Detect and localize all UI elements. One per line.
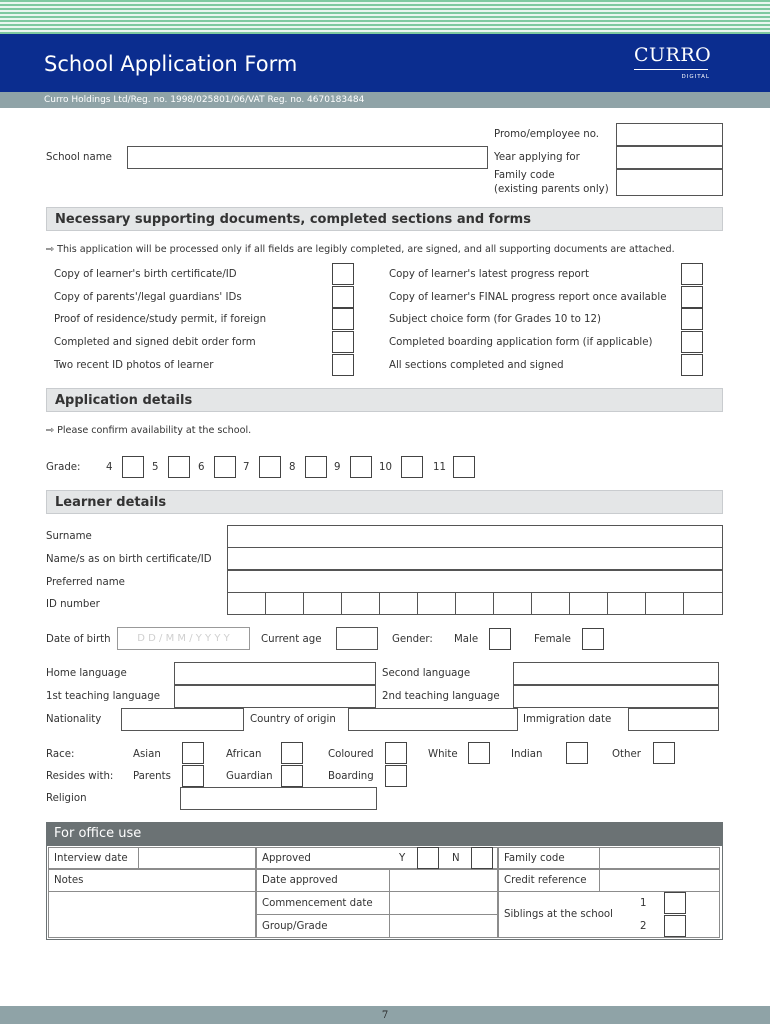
id-digit-cell[interactable] [684,593,722,614]
current-age-field[interactable] [336,627,378,650]
dob-field[interactable] [117,627,250,650]
date-approved-field[interactable] [389,869,498,892]
office-family-code-field[interactable] [599,847,720,869]
doc-left-5: Two recent ID photos of learner [54,360,214,371]
approved-no-checkbox[interactable] [471,847,493,869]
grade-10-checkbox[interactable] [401,456,423,478]
surname-label: Surname [46,531,92,542]
curro-logo [634,44,710,84]
resides-label: Resides with: [46,771,114,782]
names-field[interactable] [227,547,723,570]
page-number: 7 [381,1010,389,1021]
commencement-label: Commencement date [262,898,373,909]
promo-label: Promo/employee no. [494,129,600,140]
promo-field[interactable] [616,123,723,146]
race-white-label: White [428,749,458,760]
race-indian-checkbox[interactable] [566,742,588,764]
approved-yes-checkbox[interactable] [417,847,439,869]
male-label: Male [454,634,479,645]
religion-label: Religion [46,793,87,804]
male-checkbox[interactable] [489,628,511,650]
approved-label: Approved [262,853,311,864]
id-number-field[interactable] [227,592,723,615]
second-language-label: Second language [382,668,471,679]
documents-note: ⇨ This application will be processed only if all fields are legibly completed, are signed, and all supporting documents are attached. [46,244,675,255]
doc-left-checkbox[interactable] [332,354,354,376]
id-digit-cell[interactable] [266,593,304,614]
race-other-checkbox[interactable] [653,742,675,764]
female-checkbox[interactable] [582,628,604,650]
id-digit-cell[interactable] [304,593,342,614]
resides-guardian-label: Guardian [226,771,273,782]
logo-rule [634,69,708,70]
first-teaching-field[interactable] [174,685,376,708]
credit-reference-field[interactable] [599,869,720,892]
year-field[interactable] [616,146,723,169]
approved-no-label: N [452,853,460,864]
grade-7-label: 7 [243,462,250,473]
grade-11-label: 11 [433,462,446,473]
registration-text: Curro Holdings Ltd/Reg. no. 1998/025801/06/VAT Reg. no. 4670183484 [44,95,365,105]
country-origin-label: Country of origin [250,714,336,725]
grade-9-checkbox[interactable] [350,456,372,478]
doc-right-5: All sections completed and signed [389,360,564,371]
grade-5-label: 5 [152,462,159,473]
second-language-field[interactable] [513,662,719,685]
doc-right-checkbox[interactable] [681,354,703,376]
doc-right-4: Completed boarding application form (if applicable) [389,337,653,348]
race-african-label: African [226,749,262,760]
family-code-field[interactable] [616,169,723,196]
doc-left-2: Copy of parents'/legal guardians' IDs [54,292,242,303]
preferred-name-field[interactable] [227,570,723,593]
commencement-field[interactable] [389,891,498,915]
year-label: Year applying for [494,152,580,163]
notes-label: Notes [54,875,84,886]
id-digit-cell[interactable] [228,593,266,614]
race-coloured-checkbox[interactable] [385,742,407,764]
family-code-label: Family code [494,170,555,181]
grade-4-checkbox[interactable] [122,456,144,478]
siblings-label: Siblings at the school [504,909,613,920]
race-coloured-label: Coloured [328,749,374,760]
second-teaching-label: 2nd teaching language [382,691,500,702]
grade-10-label: 10 [379,462,392,473]
home-language-label: Home language [46,668,127,679]
id-digit-cell[interactable] [570,593,608,614]
interview-date-field[interactable] [138,847,256,869]
immigration-date-field[interactable] [628,708,719,731]
interview-date-label: Interview date [54,853,128,864]
sibling-1-label: 1 [640,898,647,909]
nationality-field[interactable] [121,708,244,731]
doc-left-1: Copy of learner's birth certificate/ID [54,269,237,280]
race-asian-label: Asian [133,749,161,760]
sibling-1-checkbox[interactable] [664,892,686,914]
current-age-label: Current age [261,634,322,645]
nationality-label: Nationality [46,714,102,725]
approved-yes-label: Y [399,853,406,864]
doc-right-3: Subject choice form (for Grades 10 to 12) [389,314,601,325]
names-label: Name/s as on birth certificate/ID [46,554,212,565]
page-title: School Application Form [44,52,298,76]
school-name-field[interactable] [127,146,488,169]
dob-label: Date of birth [46,634,111,645]
race-label: Race: [46,749,75,760]
grade-4-label: 4 [106,462,113,473]
family-code-note: (existing parents only) [494,184,609,195]
grade-label: Grade: [46,462,81,473]
office-family-code-label: Family code [504,853,565,864]
doc-left-checkbox[interactable] [332,308,354,330]
surname-field[interactable] [227,525,723,548]
grade-8-label: 8 [289,462,296,473]
date-approved-label: Date approved [262,875,338,886]
id-digit-cell[interactable] [380,593,418,614]
resides-parents-checkbox[interactable] [182,765,204,787]
header-stripe [0,0,770,34]
id-digit-cell[interactable] [646,593,684,614]
doc-left-checkbox[interactable] [332,331,354,353]
dob-placeholder: D D / M M / Y Y Y Y [137,633,230,644]
country-origin-field[interactable] [348,708,518,731]
doc-right-checkbox[interactable] [681,286,703,308]
race-white-checkbox[interactable] [468,742,490,764]
credit-reference-label: Credit reference [504,875,587,886]
resides-boarding-checkbox[interactable] [385,765,407,787]
race-indian-label: Indian [511,749,543,760]
race-african-checkbox[interactable] [281,742,303,764]
doc-right-2: Copy of learner's FINAL progress report once available [389,292,667,303]
logo-sub: DIGITAL [681,74,710,80]
doc-right-checkbox[interactable] [681,331,703,353]
female-label: Female [534,634,571,645]
second-teaching-field[interactable] [513,685,719,708]
grade-6-label: 6 [198,462,205,473]
application-note: ⇨ Please confirm availability at the school. [46,425,252,436]
logo-text: CURRO [634,44,712,66]
resides-boarding-label: Boarding [328,771,374,782]
doc-left-3: Proof of residence/study permit, if foreign [54,314,267,325]
id-number-label: ID number [46,599,100,610]
id-digit-cell[interactable] [418,593,456,614]
school-name-label: School name [46,152,112,163]
learner-heading: Learner details [46,490,723,514]
group-grade-label: Group/Grade [262,921,328,932]
doc-left-checkbox[interactable] [332,263,354,285]
id-digit-cell[interactable] [342,593,380,614]
id-digit-cell[interactable] [608,593,646,614]
doc-right-checkbox[interactable] [681,263,703,285]
grade-7-checkbox[interactable] [259,456,281,478]
doc-left-checkbox[interactable] [332,286,354,308]
grade-8-checkbox[interactable] [305,456,327,478]
documents-heading: Necessary supporting documents, completed sections and forms [46,207,723,231]
grade-11-checkbox[interactable] [453,456,475,478]
first-teaching-label: 1st teaching language [46,691,161,702]
immigration-date-label: Immigration date [523,714,612,725]
application-heading: Application details [46,388,723,412]
grade-9-label: 9 [334,462,341,473]
id-digit-cell[interactable] [494,593,532,614]
race-asian-checkbox[interactable] [182,742,204,764]
race-other-label: Other [612,749,641,760]
resides-guardian-checkbox[interactable] [281,765,303,787]
doc-right-1: Copy of learner's latest progress report [389,269,589,280]
doc-left-4: Completed and signed debit order form [54,337,256,348]
office-heading: For office use [46,822,723,846]
grade-5-checkbox[interactable] [168,456,190,478]
grade-6-checkbox[interactable] [214,456,236,478]
preferred-name-label: Preferred name [46,577,125,588]
group-grade-field[interactable] [389,914,498,938]
id-digit-cell[interactable] [532,593,570,614]
sibling-2-label: 2 [640,921,647,932]
home-language-field[interactable] [174,662,376,685]
religion-field[interactable] [180,787,377,810]
notes-field[interactable] [48,891,256,938]
gender-label: Gender: [392,634,433,645]
id-digit-cell[interactable] [456,593,494,614]
doc-right-checkbox[interactable] [681,308,703,330]
resides-parents-label: Parents [133,771,171,782]
sibling-2-checkbox[interactable] [664,915,686,937]
